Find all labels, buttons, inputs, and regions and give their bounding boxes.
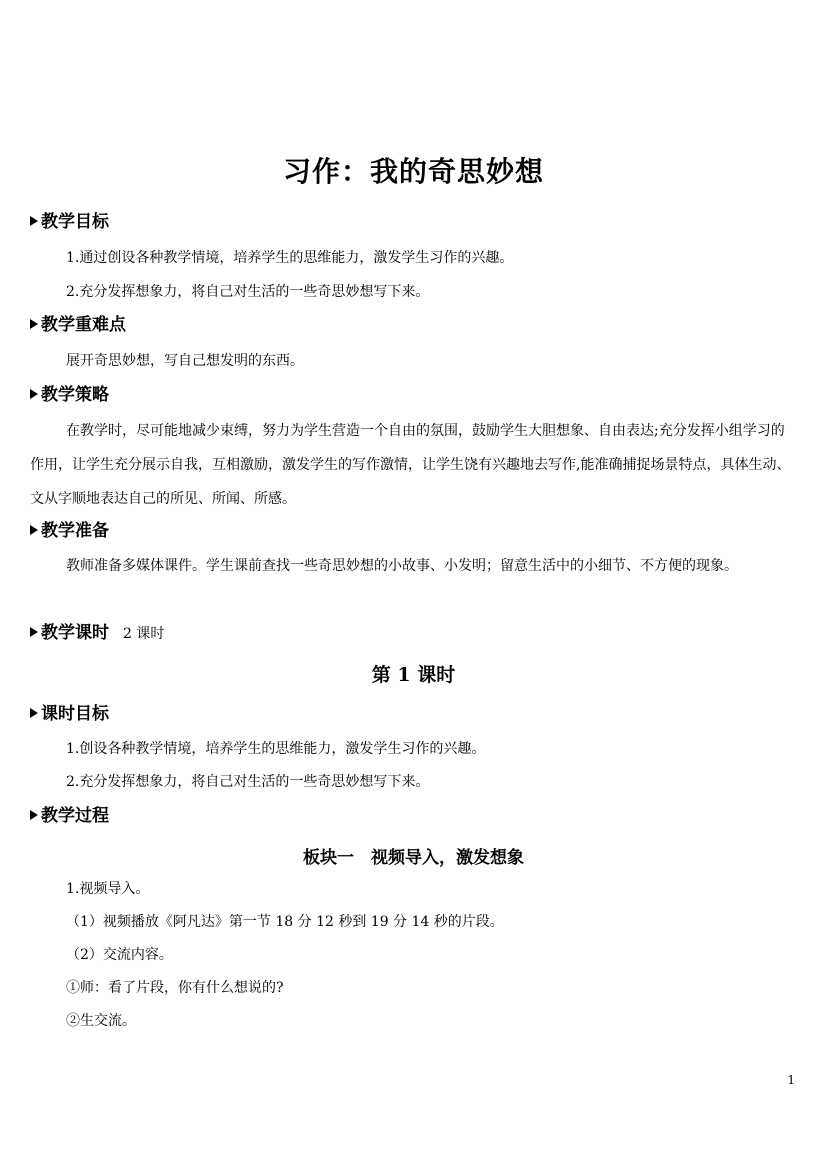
heading-label: 教学课时 (41, 623, 109, 643)
triangle-bullet-icon (30, 810, 38, 820)
section-heading-lesson-goals (30, 703, 109, 725)
process-line: （2）交流内容。 (66, 947, 173, 963)
hours-value: 2 课时 (123, 626, 165, 642)
heading-label: 教学重难点 (41, 315, 126, 335)
process-line: （1）视频播放《阿凡达》第一节 18 分 12 秒到 19 分 14 秒的片段。 (66, 914, 504, 930)
heading-label: 教学准备 (41, 521, 109, 541)
preparation-paragraph: 教师准备多媒体课件。学生课前查找一些奇思妙想的小故事、小发明；留意生活中的小细节、不方便的现象。 (66, 558, 738, 574)
triangle-bullet-icon (30, 525, 38, 535)
section-heading-strategy (30, 384, 109, 406)
section-heading-goals (30, 211, 109, 233)
lesson-title: 第 1 课时 (371, 664, 456, 686)
section-heading-key-points (30, 314, 126, 336)
key-points-text: 展开奇思妙想，写自己想发明的东西。 (66, 353, 304, 369)
process-line: ②生交流。 (66, 1013, 136, 1029)
triangle-bullet-icon (30, 627, 38, 637)
heading-label: 教学策略 (41, 385, 109, 405)
process-line: ①师：看了片段，你有什么想说的? (66, 980, 284, 996)
page-number: 1 (787, 1073, 795, 1087)
lesson-goal-item: 1.创设各种教学情境，培养学生的思维能力，激发学生习作的兴趣。 (66, 741, 486, 757)
heading-label: 教学过程 (41, 806, 109, 826)
process-line: 1.视频导入。 (66, 881, 150, 897)
triangle-bullet-icon (30, 708, 38, 718)
block-title: 板块一 视频导入，激发想象 (303, 848, 524, 868)
section-heading-preparation (30, 520, 109, 542)
goal-item: 1.通过创设各种教学情境，培养学生的思维能力，激发学生习作的兴趣。 (66, 250, 514, 266)
section-heading-process (30, 805, 109, 827)
strategy-paragraph: 在教学时，尽可能地减少束缚，努力为学生营造一个自由的氛围，鼓励学生大胆想象、自由表达;充分发挥小组学习的作用，让学生充分展示自我，互相激励，激发学生的写作激情，让学生饶有兴趣地去写作,能准确捕捉场景特点，具体生动、文从字顺地表达自己的所见、所闻、所感。 (30, 423, 791, 507)
heading-label: 教学目标 (41, 212, 109, 232)
goal-item: 2.充分发挥想象力，将自己对生活的一些奇思妙想写下来。 (66, 284, 430, 300)
page-title: 习作：我的奇思妙想 (282, 155, 544, 188)
triangle-bullet-icon (30, 216, 38, 226)
section-heading-hours (30, 622, 164, 645)
lesson-goal-item: 2.充分发挥想象力，将自己对生活的一些奇思妙想写下来。 (66, 774, 430, 790)
triangle-bullet-icon (30, 389, 38, 399)
heading-label: 课时目标 (41, 704, 109, 724)
triangle-bullet-icon (30, 319, 38, 329)
